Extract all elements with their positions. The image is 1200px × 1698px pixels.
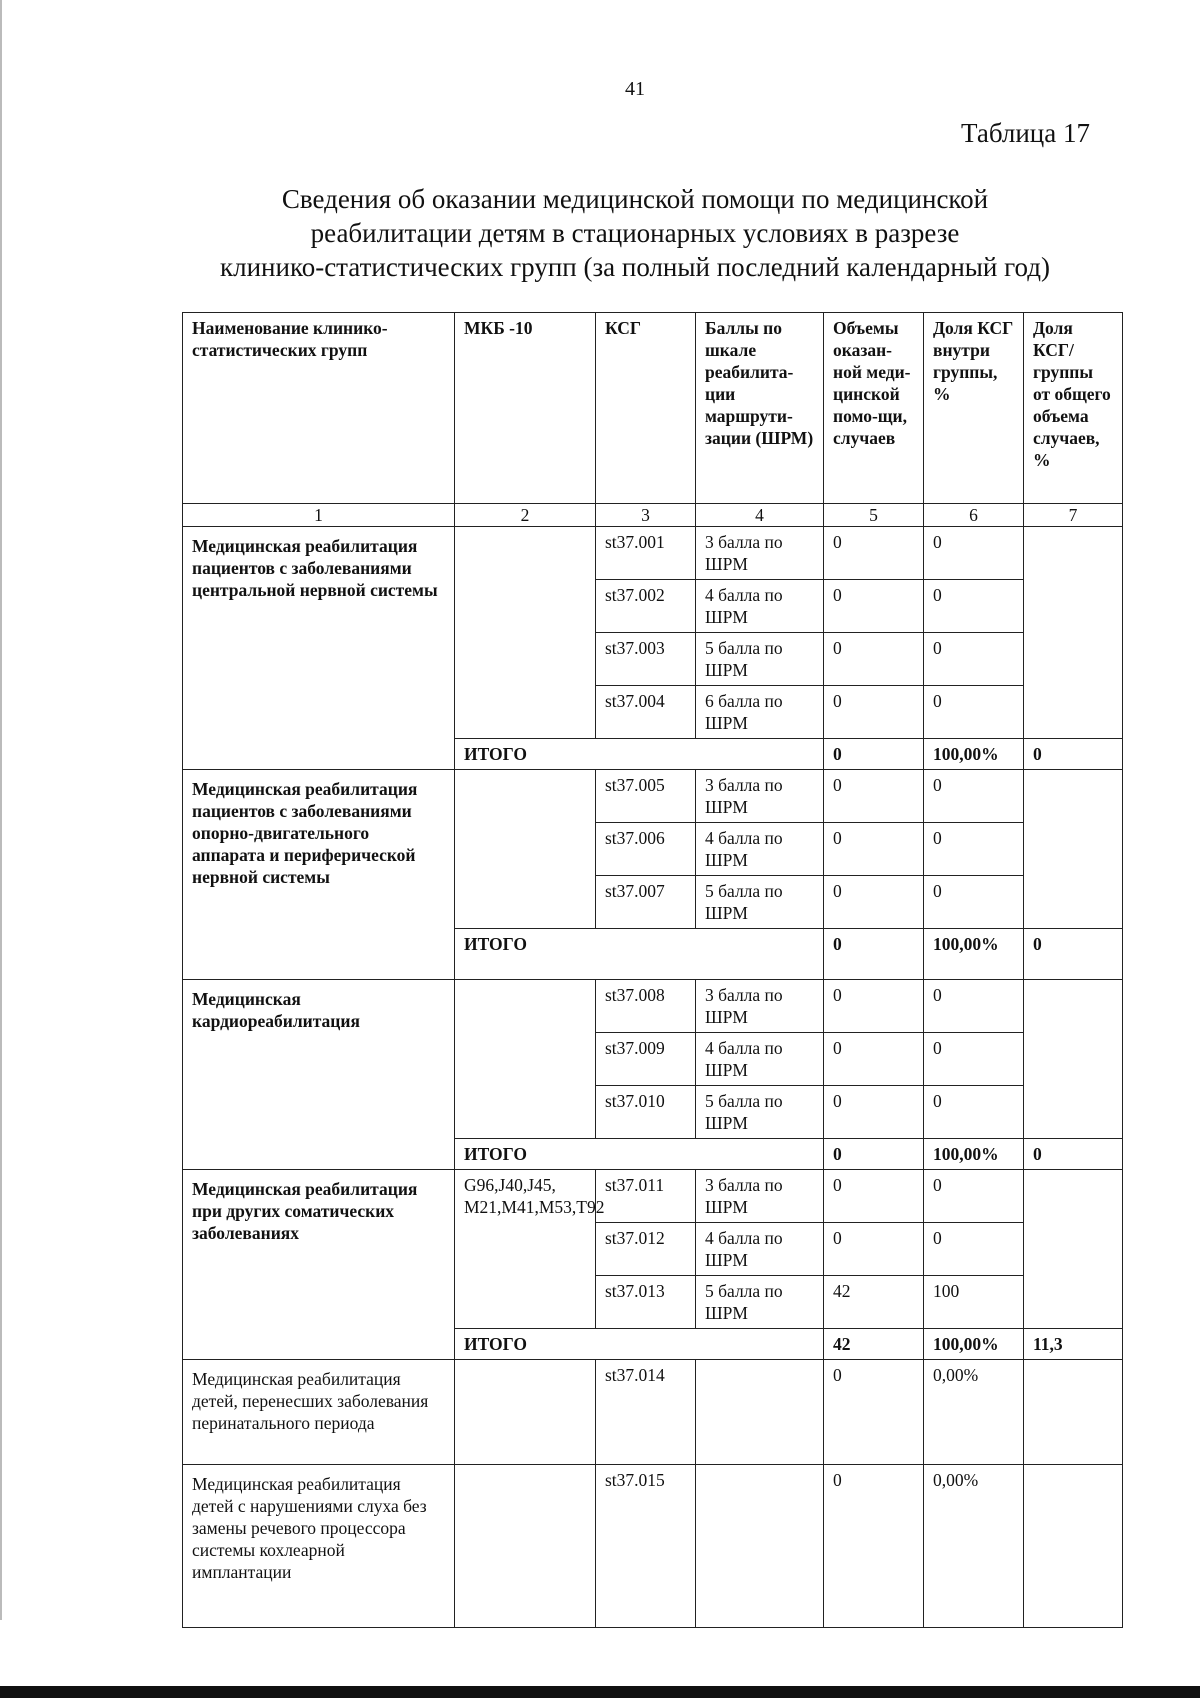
mkb-cell [455,527,596,739]
column-number: 2 [455,504,596,527]
total-share-total: 0 [1024,1139,1123,1170]
ksg-code: st37.014 [596,1360,696,1465]
mkb-cell: G96,J40,J45, M21,M41,M53,T92 [455,1170,596,1329]
shrm-cell: 5 балла по ШРМ [696,1276,824,1329]
shrm-cell [696,1360,824,1465]
share-total-cell [1024,1465,1123,1628]
header-row [183,313,1123,504]
shrm-cell: 3 балла по ШРМ [696,1170,824,1223]
column-number: 4 [696,504,824,527]
ksg-code: st37.009 [596,1033,696,1086]
ksg-code: st37.008 [596,980,696,1033]
table-row [183,1465,1123,1628]
total-share-total: 0 [1024,739,1123,770]
share-cell: 0,00% [924,1360,1024,1465]
ksg-code: st37.007 [596,876,696,929]
column-number-row [183,504,1123,527]
ksg-code: st37.012 [596,1223,696,1276]
total-label: ИТОГО [455,1139,824,1170]
total-share-total: 11,3 [1024,1329,1123,1360]
table-row [183,980,1123,1033]
total-volume: 0 [824,1139,924,1170]
title-line: реабилитации детям в стационарных условиях в разрезе [310,218,960,248]
group-name: Медицинская кардиореабилитация [183,980,455,1170]
group-name: Медицинская реабилитация пациентов с заболеваниями центральной нервной системы [183,527,455,770]
shrm-cell: 3 балла по ШРМ [696,770,824,823]
volume-cell: 0 [824,580,924,633]
share-cell: 0 [924,1223,1024,1276]
share-cell: 0 [924,580,1024,633]
share-cell: 0,00% [924,1465,1024,1628]
table-label: Таблица 17 [961,118,1090,148]
scan-edge [0,0,2,1620]
ksg-code: st37.003 [596,633,696,686]
header-share-total: Доля КСГ/ группы от общего объема случаев, % [1024,313,1123,504]
column-number: 7 [1024,504,1123,527]
ksg-code: st37.006 [596,823,696,876]
share-cell: 0 [924,1086,1024,1139]
volume-cell: 0 [824,1465,924,1628]
scan-bottom-edge [0,1686,1200,1698]
header-mkb: МКБ -10 [455,313,596,504]
shrm-cell: 5 балла по ШРМ [696,1086,824,1139]
volume-cell: 0 [824,1033,924,1086]
document-title [160,182,1110,284]
total-share: 100,00% [924,929,1024,980]
shrm-cell: 4 балла по ШРМ [696,1033,824,1086]
share-cell: 0 [924,1033,1024,1086]
shrm-cell: 3 балла по ШРМ [696,980,824,1033]
ksg-code: st37.011 [596,1170,696,1223]
share-cell: 0 [924,1170,1024,1223]
header-shrm: Баллы по шкале реабилита-ции маршрути-зации (ШРМ) [696,313,824,504]
shrm-cell: 3 балла по ШРМ [696,527,824,580]
share-cell: 0 [924,527,1024,580]
shrm-cell: 4 балла по ШРМ [696,823,824,876]
total-label: ИТОГО [455,1329,824,1360]
header-ksg: КСГ [596,313,696,504]
table-row [183,1360,1123,1465]
volume-cell: 0 [824,633,924,686]
share-cell: 0 [924,980,1024,1033]
ksg-code: st37.004 [596,686,696,739]
column-number: 6 [924,504,1024,527]
column-number: 5 [824,504,924,527]
volume-cell: 0 [824,823,924,876]
share-cell: 100 [924,1276,1024,1329]
volume-cell: 0 [824,980,924,1033]
share-total-cell [1024,1170,1123,1329]
share-cell: 0 [924,876,1024,929]
share-total-cell [1024,980,1123,1139]
mkb-cell [455,1465,596,1628]
volume-cell: 0 [824,1223,924,1276]
title-line: Сведения об оказании медицинской помощи по медицинской [281,184,989,214]
volume-cell: 0 [824,1360,924,1465]
table-row [183,1170,1123,1223]
volume-cell: 0 [824,686,924,739]
mkb-cell [455,980,596,1139]
volume-cell: 0 [824,1086,924,1139]
mkb-cell [455,1360,596,1465]
page-number: 41 [625,78,645,100]
group-name: Медицинская реабилитация при других соматических заболеваниях [183,1170,455,1360]
group-name: Медицинская реабилитация пациентов с заболеваниями опорно-двигательного аппарата и периферической нервной системы [183,770,455,980]
ksg-code: st37.015 [596,1465,696,1628]
column-number: 1 [183,504,455,527]
ksg-code: st37.001 [596,527,696,580]
header-volume: Объемы оказан-ной меди-цинской помо-щи, случаев [824,313,924,504]
shrm-cell: 6 балла по ШРМ [696,686,824,739]
total-label: ИТОГО [455,739,824,770]
ksg-code: st37.010 [596,1086,696,1139]
total-share: 100,00% [924,739,1024,770]
rehabilitation-table [182,312,1123,1628]
volume-cell: 0 [824,770,924,823]
group-name: Медицинская реабилитация детей, перенесших заболевания перинатального периода [183,1360,455,1465]
volume-cell: 0 [824,1170,924,1223]
total-share: 100,00% [924,1139,1024,1170]
mkb-cell [455,770,596,929]
total-volume: 0 [824,929,924,980]
shrm-cell [696,1465,824,1628]
total-share-total: 0 [1024,929,1123,980]
title-line: клинико-статистических групп (за полный последний календарный год) [220,252,1050,282]
share-total-cell [1024,527,1123,739]
total-label: ИТОГО [455,929,824,980]
column-number: 3 [596,504,696,527]
share-cell: 0 [924,770,1024,823]
volume-cell: 0 [824,527,924,580]
volume-cell: 42 [824,1276,924,1329]
volume-cell: 0 [824,876,924,929]
header-share-in-group: Доля КСГ внутри группы, % [924,313,1024,504]
shrm-cell: 4 балла по ШРМ [696,1223,824,1276]
header-group: Наименование клинико-статистических групп [183,313,455,504]
table-row [183,770,1123,823]
share-cell: 0 [924,633,1024,686]
total-volume: 0 [824,739,924,770]
ksg-code: st37.005 [596,770,696,823]
share-cell: 0 [924,686,1024,739]
shrm-cell: 5 балла по ШРМ [696,633,824,686]
shrm-cell: 5 балла по ШРМ [696,876,824,929]
group-name: Медицинская реабилитация детей с нарушениями слуха без замены речевого процессора системы кохлеарной имплантации [183,1465,455,1628]
table-row [183,527,1123,580]
share-cell: 0 [924,823,1024,876]
total-share: 100,00% [924,1329,1024,1360]
share-total-cell [1024,770,1123,929]
ksg-code: st37.002 [596,580,696,633]
ksg-code: st37.013 [596,1276,696,1329]
shrm-cell: 4 балла по ШРМ [696,580,824,633]
share-total-cell [1024,1360,1123,1465]
total-volume: 42 [824,1329,924,1360]
